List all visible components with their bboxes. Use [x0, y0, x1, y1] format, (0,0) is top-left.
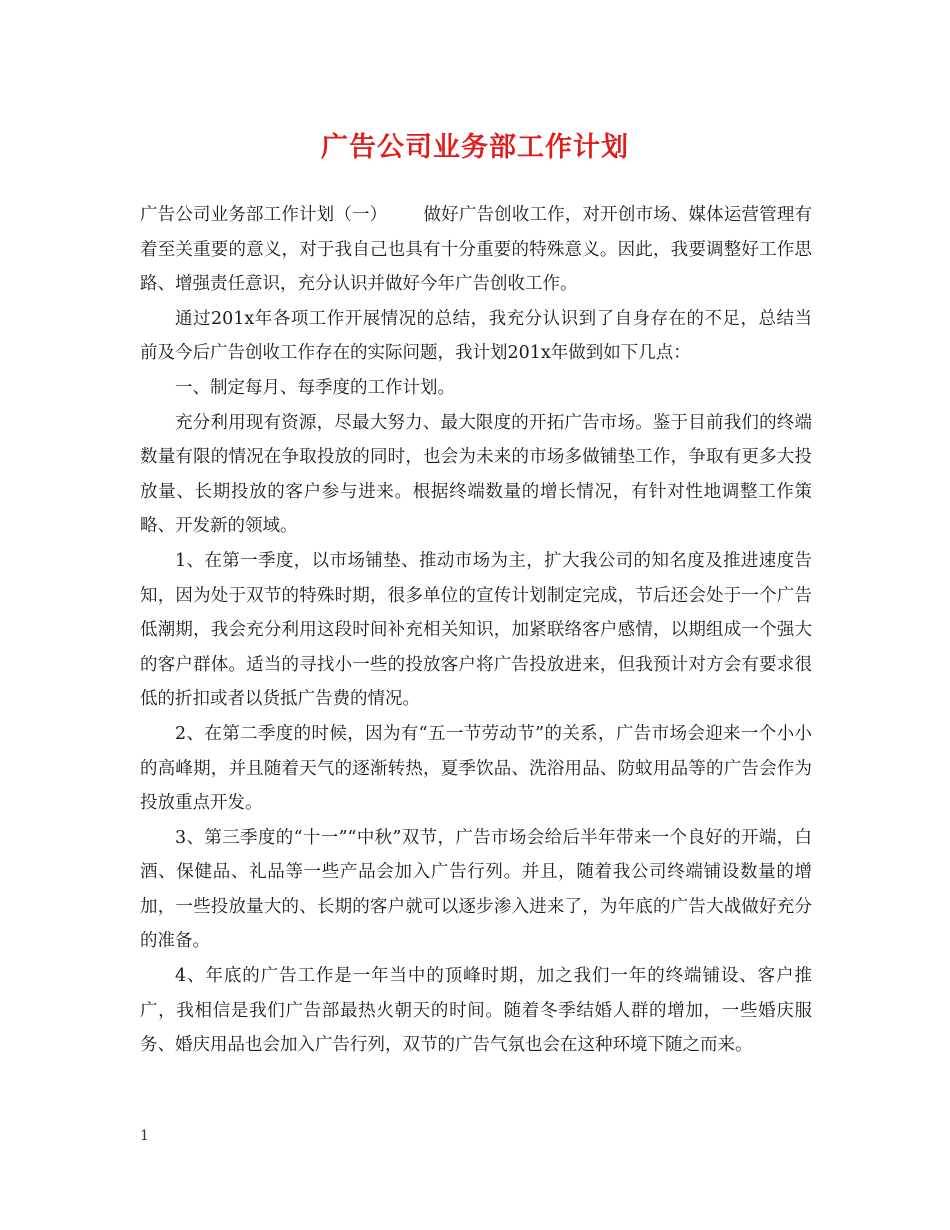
document-body — [140, 198, 812, 1063]
paragraph: 通过201x年各项工作开展情况的总结，我充分认识到了自身存在的不足，总结当前及今后广告创收工作存在的实际问题，我计划201x年做到如下几点： — [140, 308, 812, 364]
paragraph-intro — [140, 198, 812, 302]
document-title: 广告公司业务部工作计划 — [321, 132, 629, 163]
intro-text: 做好广告创收工作，对开创市场、媒体运营管理有着至关重要的意义，对于我自己也具有十分重要的特殊意义。因此，我要调整好工作思路、增强责任意识，充分认识并做好今年广告创收工作。 — [140, 205, 813, 295]
section-heading: 一、制定每月、每季度的工作计划。 — [175, 377, 455, 398]
page-number: 1 — [140, 1128, 149, 1144]
list-item-q4: 4、年底的广告工作是一年当中的顶峰时期，加之我们一年的终端铺设、客户推广，我相信是我们广告部最热火朝天的时间。随着冬季结婚人群的增加，一些婚庆服务、婚庆用品也会加入广告行列，双节的广告气氛也会在这种环境下随之而来。 — [140, 966, 812, 1056]
list-item-q3: 3、第三季度的“十一”“中秋”双节，广告市场会给后半年带来一个良好的开端，白酒、保健品、礼品等一些产品会加入广告行列。并且，随着我公司终端铺设数量的增加，一些投放量大的、长期的客户就可以逐步渗入进来了，为年底的广告大战做好充分的准备。 — [140, 827, 812, 952]
list-item-q1: 1、在第一季度，以市场铺垫、推动市场为主，扩大我公司的知名度及推进速度告知，因为处于双节的特殊时期，很多单位的宣传计划制定完成，节后还会处于一个广告低潮期，我会充分利用这段时间补充相关知识，加紧联络客户感情，以期组成一个强大的客户群体。适当的寻找小一些的投放客户将广告投放进来，但我预计对方会有要求很低的折扣或者以货抵广告费的情况。 — [140, 550, 812, 710]
paragraph: 充分利用现有资源，尽最大努力、最大限度的开拓广告市场。鉴于目前我们的终端数量有限的情况在争取投放的同时，也会为未来的市场多做铺垫工作，争取有更多大投放量、长期投放的客户参与进来。根据终端数量的增长情况，有针对性地调整工作策略、开发新的领域。 — [140, 412, 812, 537]
intro-heading: 广告公司业务部工作计划（一） — [140, 205, 388, 225]
list-item-q2: 2、在第二季度的时候，因为有“五一节劳动节”的关系，广告市场会迎来一个小小的高峰期，并且随着天气的逐渐转热，夏季饮品、洗浴用品、防蚊用品等的广告会作为投放重点开发。 — [140, 723, 812, 814]
